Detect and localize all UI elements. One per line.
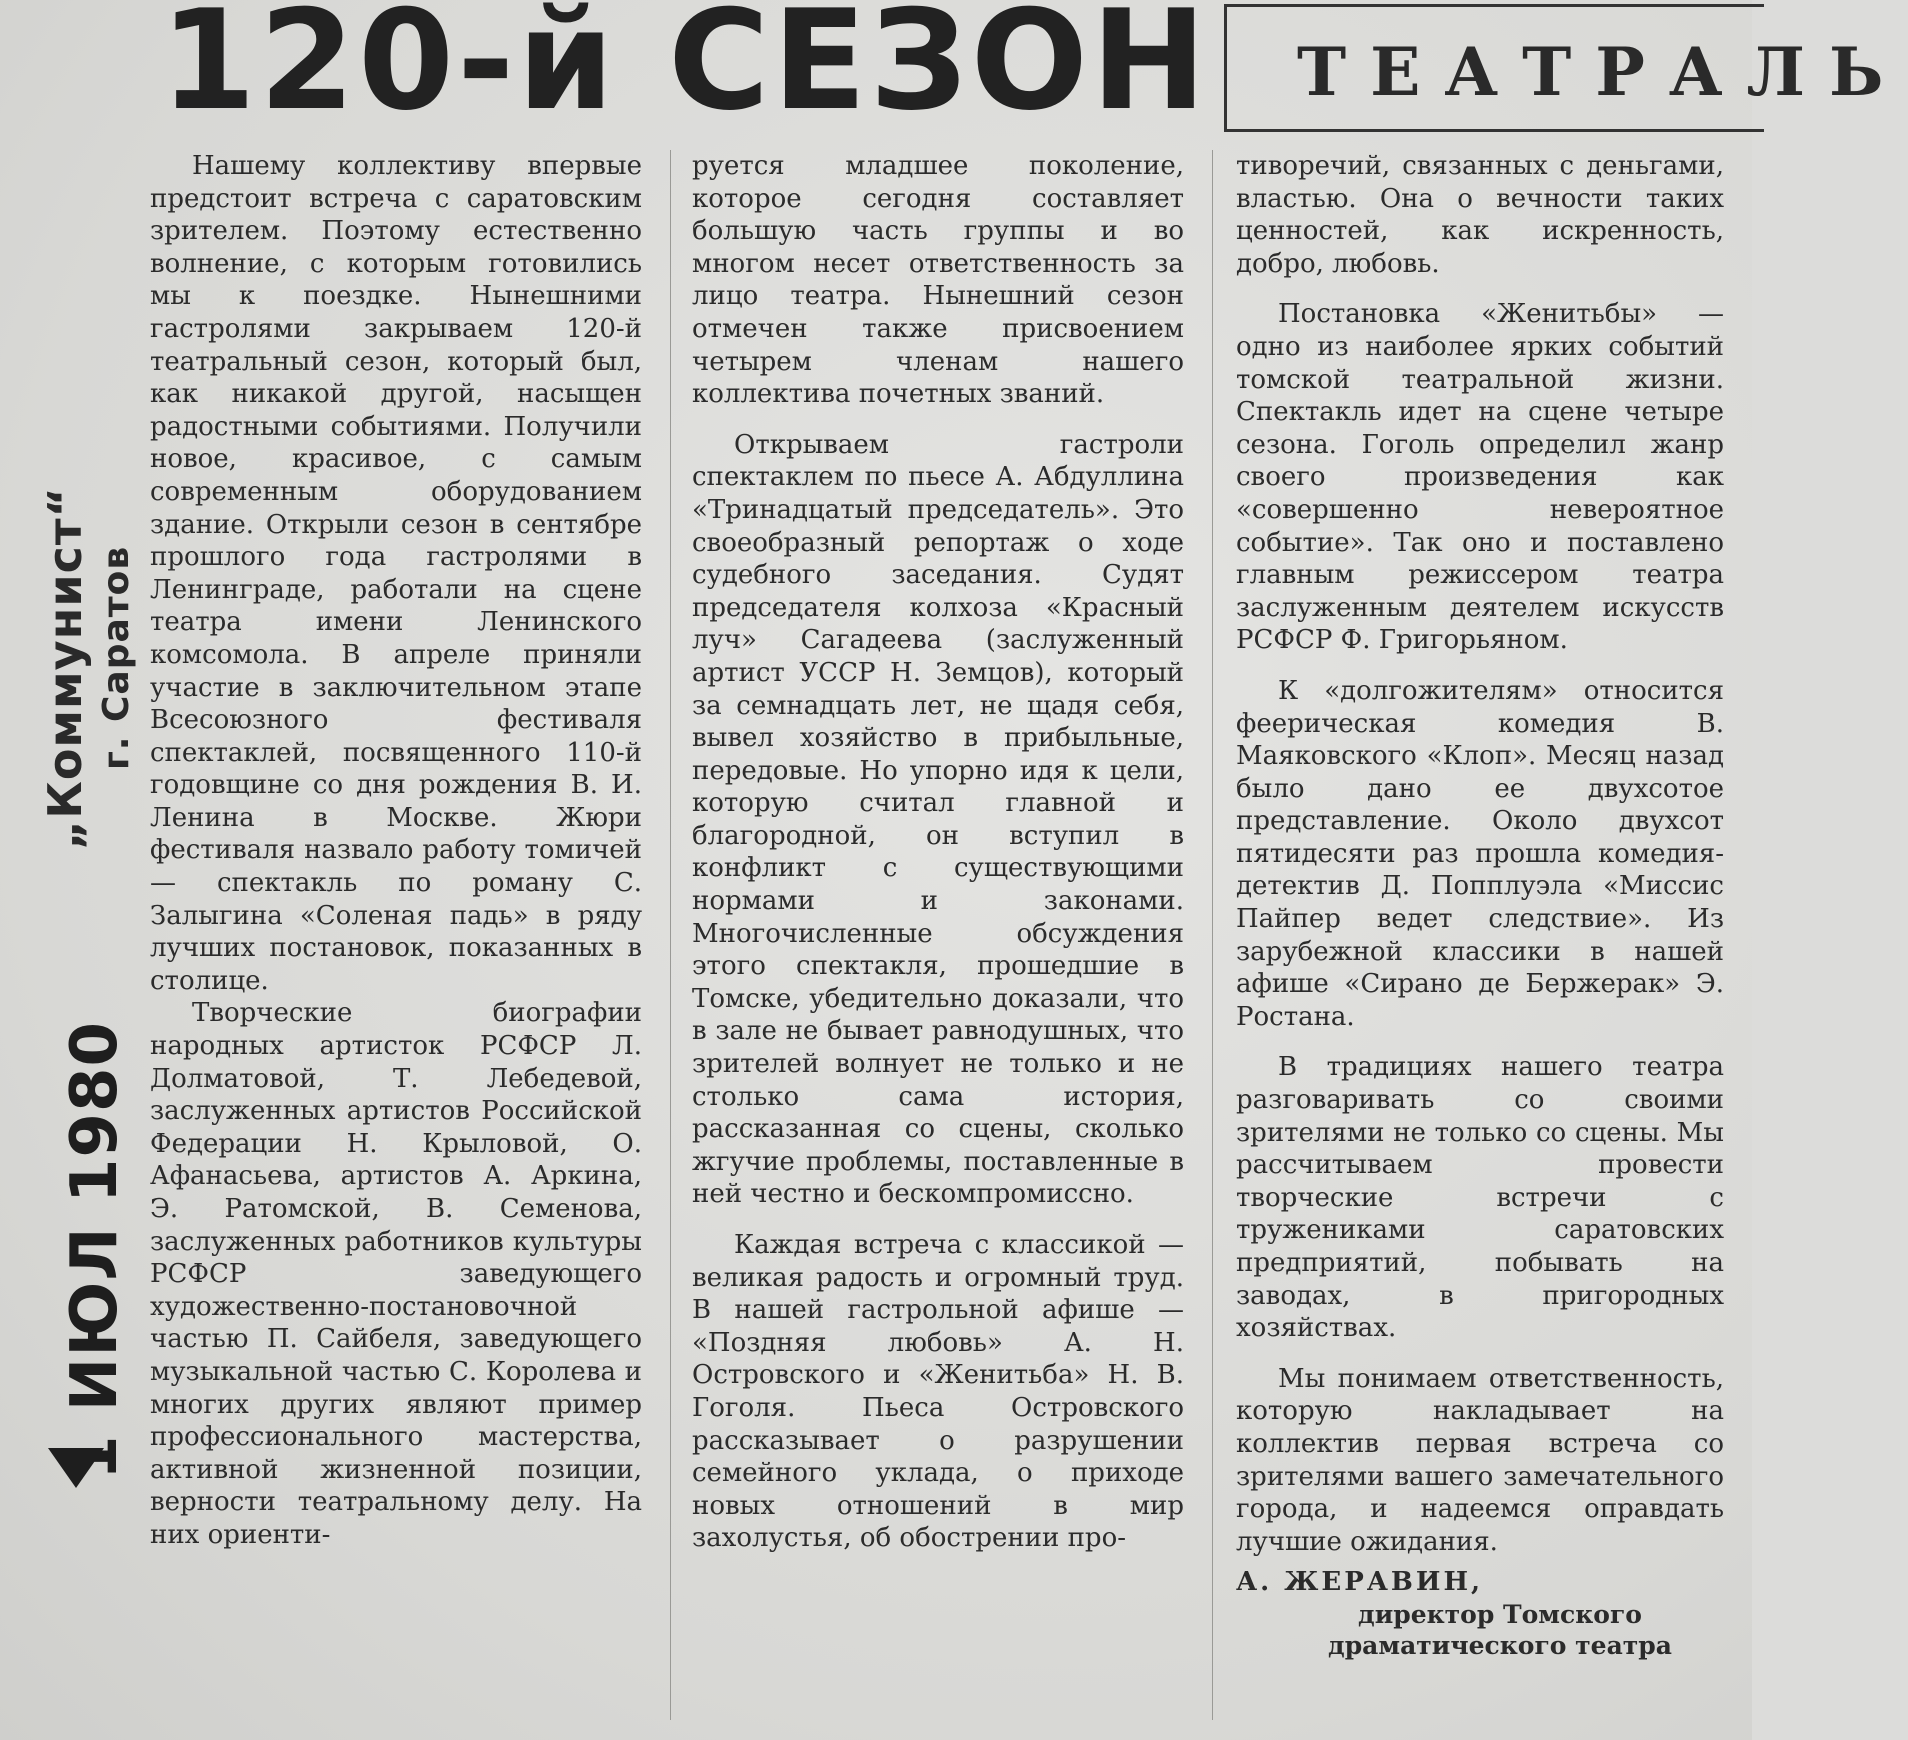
headline: 120-й СЕЗОН — [160, 0, 1210, 141]
article-paragraph: Каждая встреча с классикой — великая радость и огромный труд. В нашей гастрольной афише — «Поздняя любовь» А. Н. Островского и «Женитьба» Н. В. Гоголя. Пьеса Островского рассказывает о разрушении семейного уклада, о приходе новых отношений в мир захолустья, об обострении про- — [692, 1230, 1184, 1554]
source-stamp — [0, 0, 140, 1740]
stamp-newspaper-name: „Коммунист“ — [38, 486, 92, 850]
signature-name: А. ЖЕРАВИН, — [1236, 1567, 1484, 1598]
article-paragraph: Постановка «Женитьбы» — одно из наиболее ярких событий томской театральной жизни. Спектакль идет на сцене четыре сезона. Гоголь определил жанр своего произведения как «совершенно невероятное событие». Так оно и поставлено главным режиссером театра заслуженным деятелем искусств РСФСР Ф. Григорьяном. — [1236, 299, 1724, 656]
article-column-1 — [150, 150, 642, 1552]
article-paragraph: тиворечий, связанных с деньгами, властью. Она о вечности таких ценностей, как искренность, добро, любовь. — [1236, 151, 1724, 279]
article-column-3 — [1236, 150, 1724, 1661]
article-paragraph: руется младшее поколение, которое сегодня составляет большую часть группы и во многом несет ответственность за лицо театра. Нынешний сезон отмечен также присвоением четырем членам нашего коллектива почетных званий. — [692, 151, 1184, 410]
column-divider — [1212, 150, 1213, 1720]
article-paragraph: В традициях нашего театра разговаривать со своими зрителями не только со сцены. Мы рассчитываем провести творческие встречи с тружениками саратовских предприятий, побывать на заводах, в пригородных хозяйствах. — [1236, 1052, 1724, 1344]
stamp-city: г. Саратов — [96, 545, 137, 770]
rubric-box — [1224, 4, 1908, 132]
article-paragraph: Нашему коллективу впервые предстоит встреча с саратовским зрителем. Поэтому естественно волнение, с которым готовились мы к поездке. Нынешними гастролями закрываем 120-й театральный сезон, который был, как никакой другой, насыщен радостными событиями. Получили новое, красивое, с самым современным оборудованием здание. Открыли сезон в сентябре прошлого года гастролями в Ленинграде, работали на сцене театра имени Ленинского комсомола. В апреле приняли участие в заключительном этапе Всесоюзного фестиваля спектаклей, посвященного 110-й годовщине со дня рождения В. И. Ленина в Москве. Жюри фестиваля назвало работу томичей — спектакль по роману С. Залыгина «Соленая падь» в ряду лучших постановок, показанных в столице. — [150, 151, 642, 996]
column-divider — [670, 150, 671, 1720]
rubric-title: ТЕАТРАЛЬ — [1297, 33, 1908, 111]
article-paragraph: К «долгожителям» относится феерическая комедия В. Маяковского «Клоп». Месяц назад было дано ее двухсотое представление. Около двухсот пятидесяти раз прошла комедия-детектив Д. Попплуэла «Миссис Пайпер ведет следствие». Из зарубежной классики в нашей афише «Сирано де Бержерак» Э. Ростана. — [1236, 675, 1724, 1032]
stamp-arrow-icon — [48, 1448, 104, 1488]
article-column-2 — [692, 150, 1184, 1555]
article-paragraph: Мы понимаем ответственность, которую накладывает на коллектив первая встреча со зрителями вашего замечательного города, и надеемся оправдать лучшие ожидания. — [1236, 1363, 1724, 1557]
stamp-date: 1 ИЮЛ 1980 — [58, 1020, 132, 1480]
article-paragraph: Творческие биографии народных артисток РСФСР Л. Долматовой, Т. Лебедевой, заслуженных артистов Российской Федерации Н. Крыловой, О. Афанасьева, артистов А. Аркина, Э. Ратомской, В. Семенова, заслуженных работников культуры РСФСР заведующего художественно-постановочной частью П. Сайбеля, заведующего музыкальной частью С. Королева и многих других являют пример профессионального мастерства, активной жизненной позиции, верности театральному делу. На них ориенти- — [150, 998, 642, 1550]
article-paragraph: Открываем гастроли спектаклем по пьесе А. Абдуллина «Тринадцатый председатель». Это своеобразный репортаж о ходе судебного заседания. Судят председателя колхоза «Красный луч» Сагадеева (заслуженный артист УССР Н. Земцов), который за семнадцать лет, не щадя себя, вывел хозяйство в прибыльные, передовые. Но упорно идя к цели, которую считал главной и благородной, он вступил в конфликт с существующими нормами и законами. Многочисленные обсуждения этого спектакля, прошедшие в Томске, убедительно доказали, что в зале не бывает равнодушных, что зрителей волнует не только и не столько сама история, рассказанная со сцены, сколько жгучие проблемы, поставленные в ней честно и бескомпромиссно. — [692, 429, 1184, 1210]
signature-role: директор Томского драматического театра — [1328, 1599, 1672, 1660]
